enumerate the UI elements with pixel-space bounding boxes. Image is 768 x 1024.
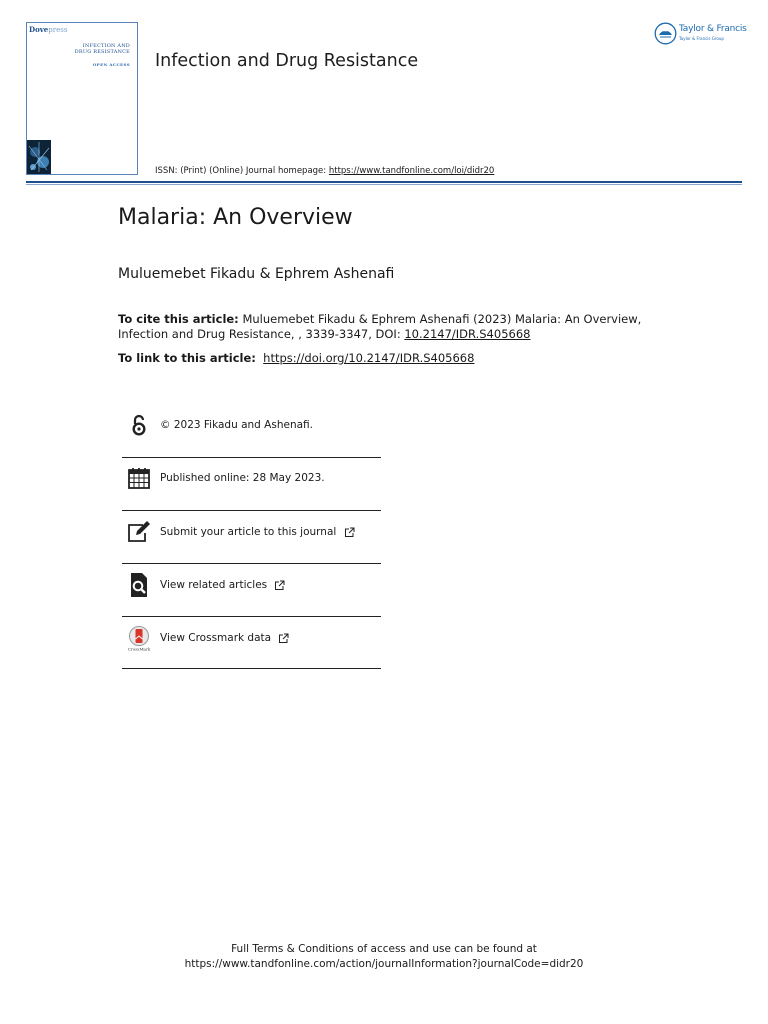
published-text: Published online: 28 May 2023. [160,472,325,484]
crossmark-row[interactable] [122,612,381,664]
external-link-icon [278,633,289,644]
external-link-icon [344,527,355,538]
footer-url[interactable]: https://www.tandfonline.com/action/journalInformation?journalCode=didr20 [184,958,584,970]
related-articles-row[interactable] [122,559,381,611]
crossmark-icon [126,625,152,651]
submit-article-link[interactable]: Submit your article to this journal [160,526,355,538]
crossmark-link[interactable]: View Crossmark data [160,632,289,644]
published-row [122,452,381,504]
search-document-icon [126,572,152,598]
cover-open-access: OPEN ACCESS [92,62,130,67]
publisher-group: Taylor & Francis Group [679,36,724,41]
journal-cover [26,22,138,175]
article-authors: Muluemebet Fikadu & Ephrem Ashenafi [118,266,395,282]
taylor-francis-logo-icon [654,22,677,45]
cite-label: To cite this article: [118,312,239,326]
citation [118,312,678,341]
external-link-icon [274,580,285,591]
journal-homepage-link[interactable]: https://www.tandfonline.com/loi/didr20 [328,166,495,176]
submit-article-row[interactable] [122,506,381,558]
cover-artwork [27,140,51,174]
related-articles-link[interactable]: View related articles [160,579,285,591]
calendar-icon [126,465,152,491]
open-access-icon [126,412,152,438]
issn-line: ISSN: (Print) (Online) Journal homepage: https://www.tandfonline.com/loi/didr20 [155,166,495,176]
footer-line1: Full Terms & Conditions of access and use can be found at [231,943,537,955]
journal-name: Infection and Drug Resistance [155,51,419,71]
edit-icon [126,519,152,545]
cite-doi-link[interactable]: 10.2147/IDR.S405668 [404,326,531,341]
link-label: To link to this article: [118,351,256,365]
copyright-text: © 2023 Fikadu and Ashenafi. [160,419,313,431]
header-rule-thin [26,184,742,185]
article-title: Malaria: An Overview [118,205,353,230]
crossmark-logo-text: CrossMark [127,646,151,651]
footer [0,942,768,972]
divider [122,668,381,669]
article-link-line [118,351,474,365]
header-rule [26,181,742,183]
cite-text: Muluemebet Fikadu & Ephrem Ashenafi (2023) Malaria: An Overview, Infection and Drug Resistance, , 3339-3347, DOI: [118,312,642,341]
cover-title: INFECTION AND DRUG RESISTANCE [74,43,130,55]
publisher-name: Taylor & Francis [679,24,747,34]
doi-link[interactable]: https://doi.org/10.2147/IDR.S405668 [263,351,475,365]
cover-brand: Dovepress [29,25,68,34]
copyright-row [122,399,381,451]
